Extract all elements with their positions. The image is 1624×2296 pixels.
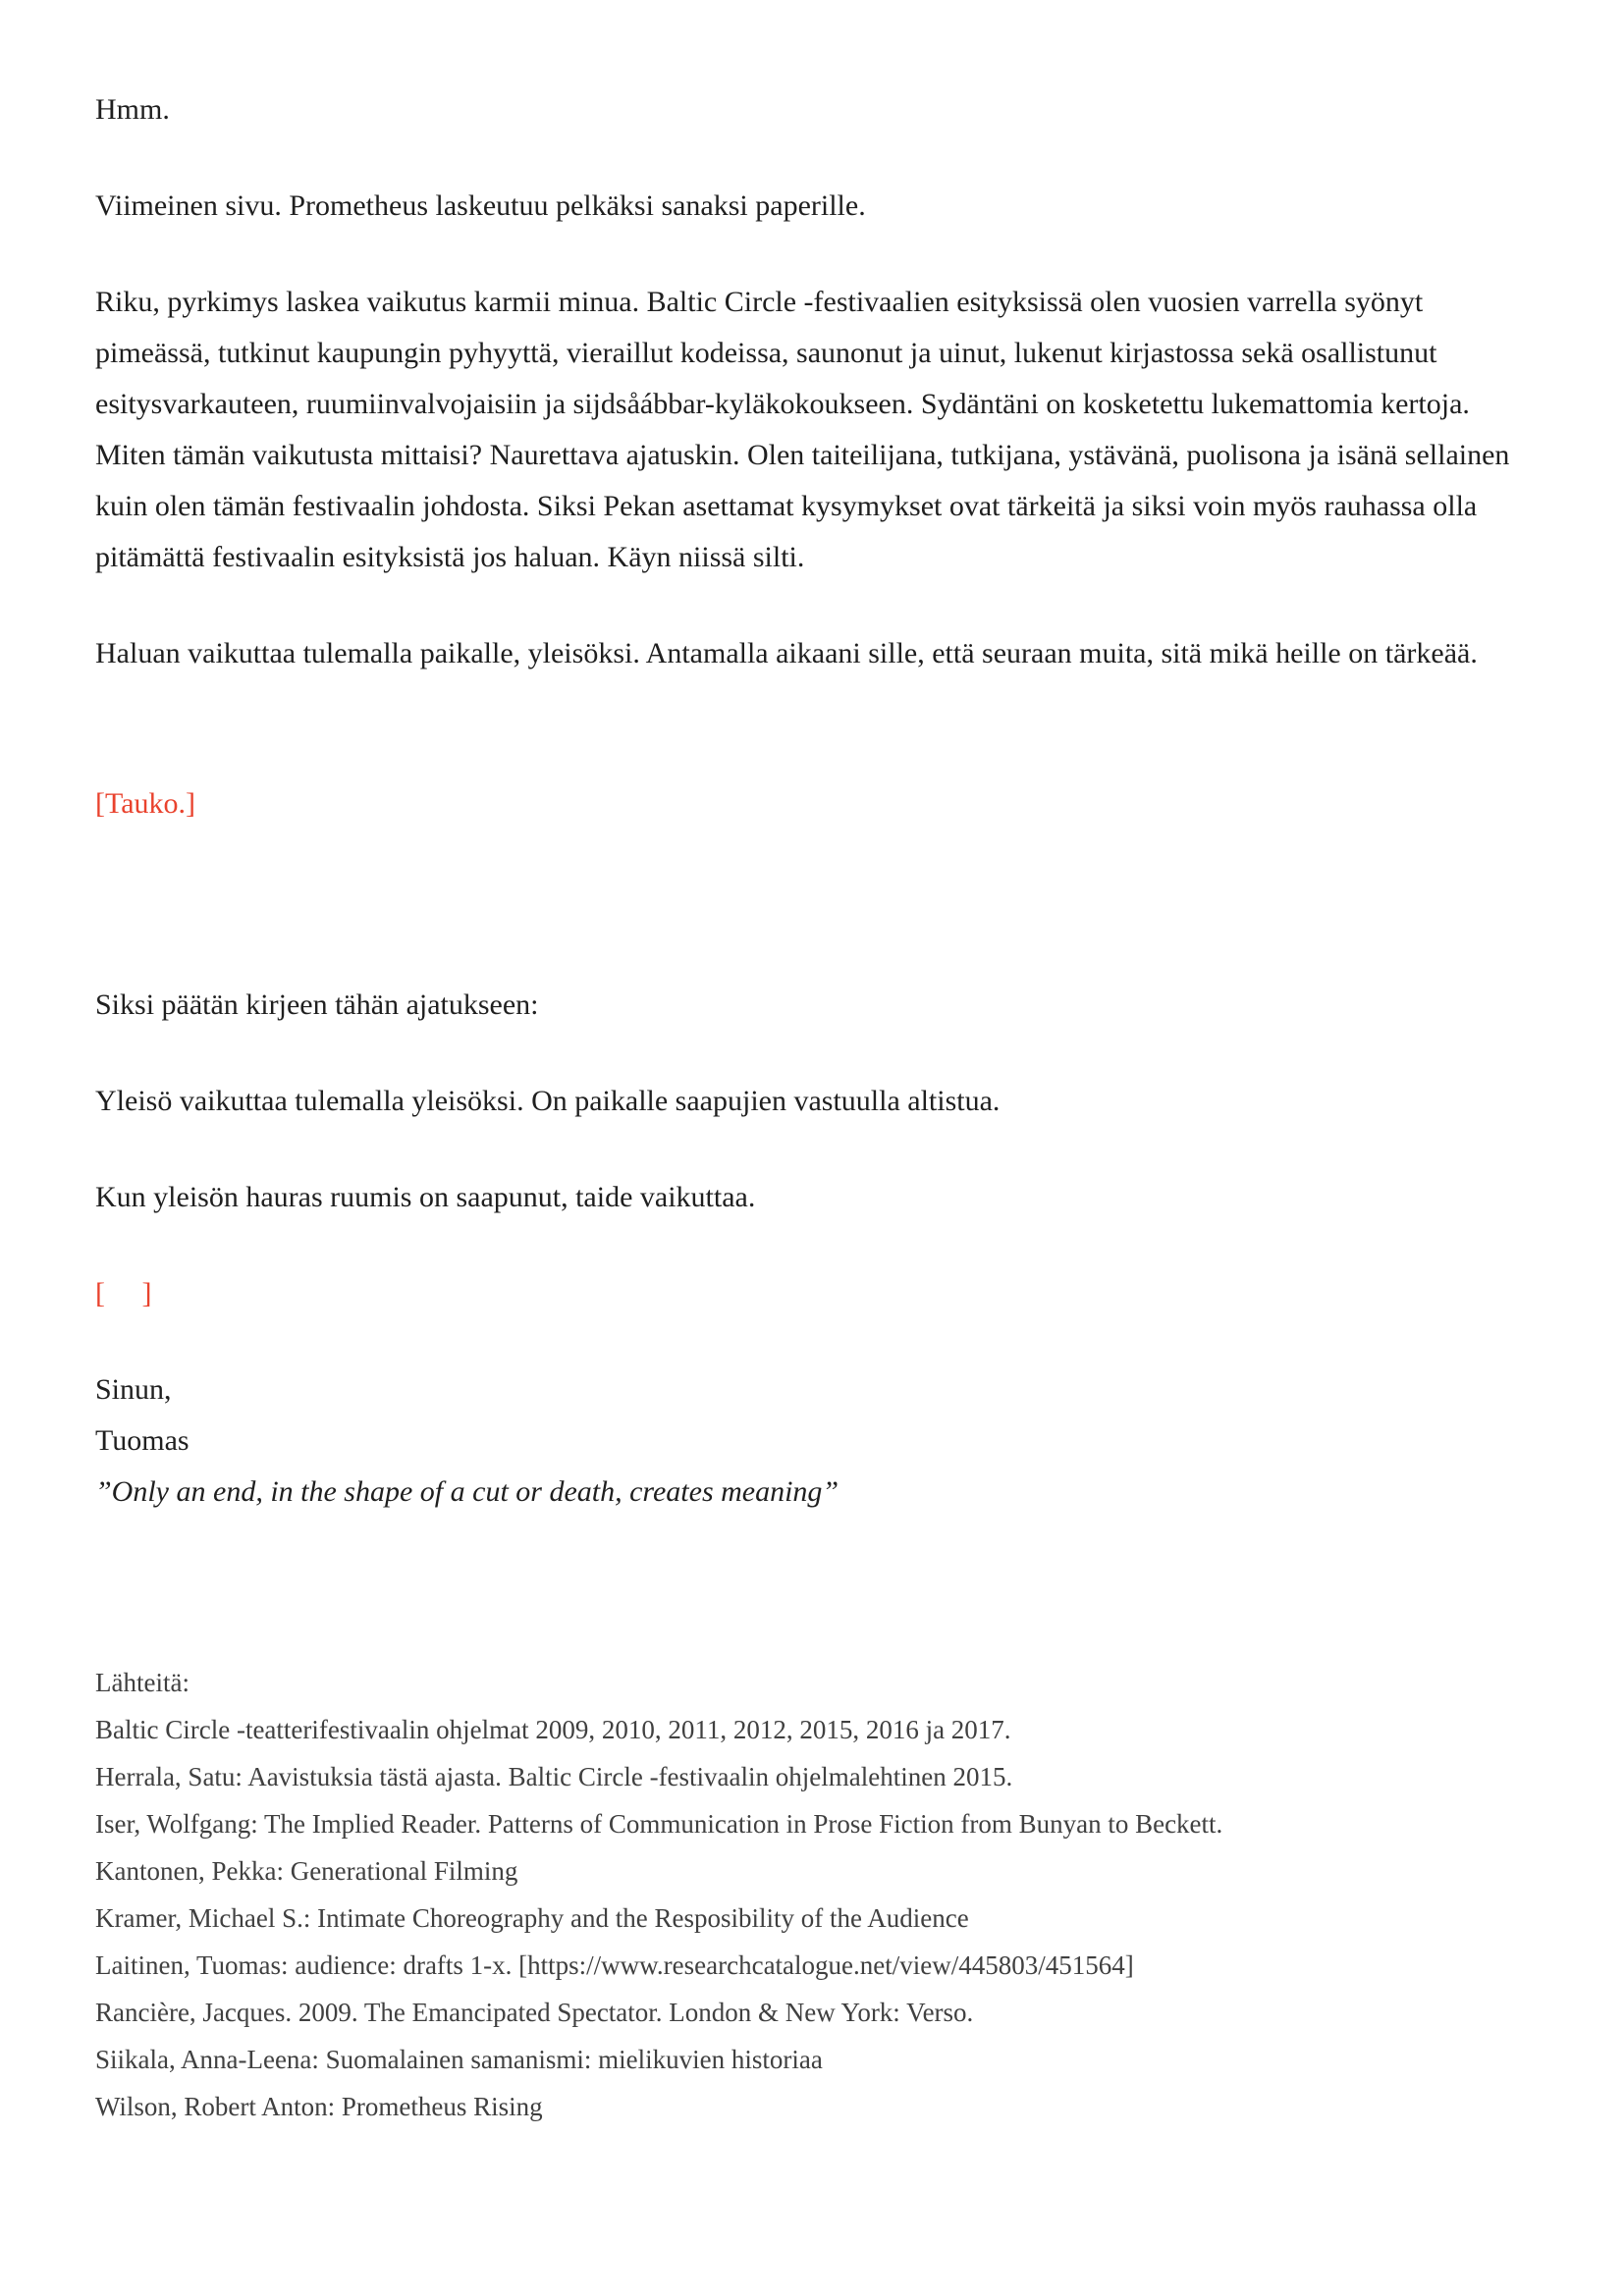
bibliography-entry-herrala: Herrala, Satu: Aavistuksia tästä ajasta. Baltic Circle -festivaalin ohjelmalehtinen 2015. — [95, 1762, 1013, 1791]
signoff-name: Tuomas — [95, 1424, 189, 1457]
closing-quote: ”Only an end, in the shape of a cut or death, creates meaning” — [95, 1475, 839, 1508]
bibliography-entry-laitinen: Laitinen, Tuomas: audience: drafts 1-x. [https://www.researchcatalogue.net/view/445803/451564] — [95, 1950, 1134, 1980]
bibliography-entry-ranciere: Rancière, Jacques. 2009. The Emancipated Spectator. London & New York: Verso. — [95, 1998, 974, 2027]
bibliography-entry-iser: Iser, Wolfgang: The Implied Reader. Patterns of Communication in Prose Fiction from Bunyan to Beckett. — [95, 1809, 1223, 1839]
bibliography-entry-wilson: Wilson, Robert Anton: Prometheus Rising — [95, 2092, 543, 2121]
paragraph-siksi: Siksi päätän kirjeen tähän ajatukseen: — [95, 988, 539, 1021]
pause-marker: [Tauko.] — [95, 787, 196, 820]
paragraph-yleiso: Yleisö vaikuttaa tulemalla yleisöksi. On paikalle saapujien vastuulla altistua. — [95, 1085, 1001, 1117]
bibliography-entry-kramer: Kramer, Michael S.: Intimate Choreography and the Resposibility of the Audience — [95, 1903, 969, 1933]
paragraph-haluan: Haluan vaikuttaa tulemalla paikalle, yleisöksi. Antamalla aikaani sille, että seuraan muita, sitä mikä heille on tärkeää. — [95, 637, 1478, 669]
signoff-greeting: Sinun, — [95, 1373, 172, 1406]
paragraph-riku: Riku, pyrkimys laskea vaikutus karmii minua. Baltic Circle -festivaalien esityksissä olen vuosien varrella syönyt pimeässä, tutkinut kaupungin pyhyyttä, vieraillut kodeissa, saunonut ja uinut, lukenut kirjastossa sekä osallistunut esitysvarkauteen, ruumiinvalvojaisiin ja sijdsåábbar-kyläkokoukseen. Sydäntäni on kosketettu lukemattomia kertoja. Miten tämän vaikutusta mittaisi? Naurettava ajatuskin. Olen taiteilijana, tutkijana, ystävänä, puolisona ja isänä sellainen kuin olen tämän festivaalin johdosta. Siksi Pekan asettamat kysymykset ovat tärkeitä ja siksi voin myös rauhassa olla pitämättä festivaalin esityksistä jos haluan. Käyn niissä silti. — [95, 286, 1510, 573]
paragraph-last-page: Viimeinen sivu. Prometheus laskeutuu pelkäksi sanaksi paperille. — [95, 189, 866, 222]
paragraph-kun: Kun yleisön hauras ruumis on saapunut, taide vaikuttaa. — [95, 1181, 756, 1213]
bibliography-entry-kantonen: Kantonen, Pekka: Generational Filming — [95, 1856, 518, 1886]
bibliography-entry-siikala: Siikala, Anna-Leena: Suomalainen samanismi: mielikuvien historiaa — [95, 2045, 823, 2074]
empty-bracket-marker: [ ] — [95, 1277, 152, 1309]
bibliography-entry-baltic-circle: Baltic Circle -teatterifestivaalin ohjelmat 2009, 2010, 2011, 2012, 2015, 2016 ja 2017. — [95, 1715, 1011, 1744]
bibliography-section — [95, 1665, 1532, 2125]
paragraph-hmm: Hmm. — [95, 93, 170, 126]
bibliography-heading: Lähteitä: — [95, 1668, 189, 1697]
